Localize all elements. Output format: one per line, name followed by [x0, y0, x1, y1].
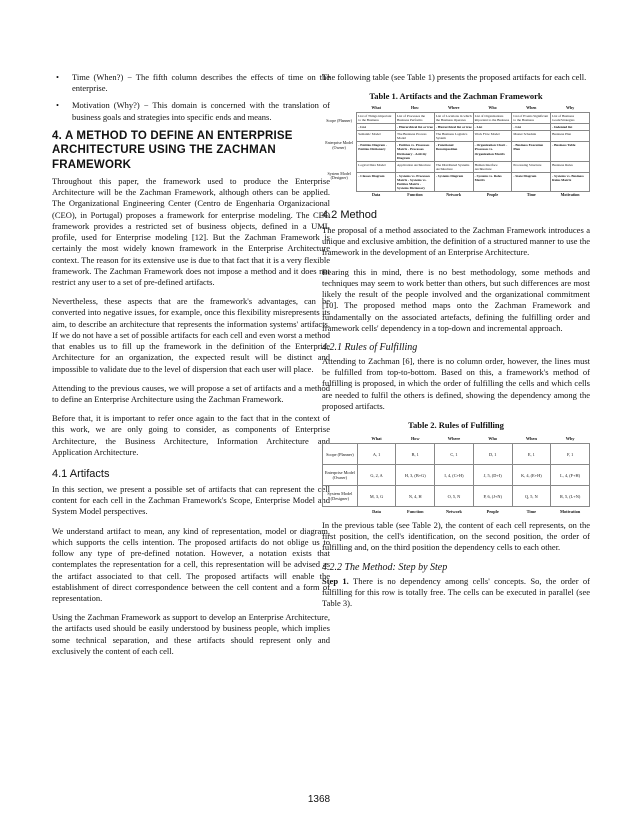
table-1-cell: Business Plan: [551, 131, 590, 142]
step-1-label: Step 1.: [322, 575, 349, 586]
table-2-cell: F, 1: [551, 444, 590, 465]
table-2: [322, 434, 590, 516]
table-1-row-label: Scope (Planner): [326, 118, 352, 124]
table-2-cell: D, 1: [473, 444, 512, 465]
table-2-footer: People: [486, 509, 499, 515]
table-1-cell: - Hierarchical list or tree: [435, 125, 472, 130]
table-2-cell: B, 1: [396, 444, 435, 465]
left-column: [52, 72, 330, 665]
table-2-column-header: Why: [565, 436, 575, 442]
table-1-footer: Motivation: [560, 192, 580, 198]
table-1-cell: - Organization Chart - Processes vs. Organization Matrix: [473, 142, 512, 161]
table-1-column-header: Who: [488, 105, 497, 111]
table-1-column-header: Where: [447, 105, 460, 111]
table-2-cell: G, 2, A: [357, 465, 396, 486]
bullet-time: • Time (When?) − The fifth column describes the effects of time on the enterprise.: [52, 72, 330, 94]
table-1-cell: The Business Logistics System: [434, 131, 473, 142]
paragraph: In the previous table (see Table 2), the content of each cell represents, on the first position, the cell's identification, on the second position, the order of fulfilling and, on the third position the dependency cells to each other.: [322, 520, 590, 553]
table-1-cell: The Distributed Systems Architecture: [434, 161, 473, 172]
table-2-corner: [323, 507, 358, 517]
table-1-cell: - Systems vs. Roles Matrix: [473, 172, 512, 191]
table-1: [322, 105, 590, 199]
paragraph: The following table (see Table 1) presents the proposed artifacts for each cell.: [322, 72, 587, 82]
table-1-row-label: System Model (Designer): [327, 170, 351, 181]
table-2-corner: [323, 434, 358, 444]
table-1-cell: List of Things important to the Business: [357, 113, 396, 124]
table-1-cell: - List: [473, 124, 512, 131]
table-1-cell: - State Diagram: [512, 172, 551, 191]
table-2-footer: Network: [445, 509, 462, 515]
table-2-footer: Motivation: [559, 509, 581, 515]
table-2-cell: L, 4, (F+H): [551, 465, 590, 486]
paragraph: Attending to the previous causes, we will propose a set of artifacts and a method to define an Enterprise Architecture using the Zachman Framework.: [52, 382, 330, 404]
table-2-cell: P, 6, (J+N): [473, 486, 512, 507]
table-2-cell: Q, 5, N: [512, 486, 551, 507]
table-2-column-header: What: [371, 436, 382, 442]
table-1-cell: List of Business Goals/Strategies: [551, 113, 590, 124]
section-4-title: 4. A METHOD TO DEFINE AN ENTERPRISE ARCHITECTURE USING THE ZACHMAN FRAMEWORK: [52, 129, 293, 171]
table-1-cell: - Business Table: [551, 142, 590, 161]
bullet-list: [52, 72, 330, 123]
table-2-row-label: Scope (Planner): [323, 444, 358, 465]
table-2-caption: Table 2. Rules of Fulfilling: [408, 420, 504, 431]
step-1-text: There is no dependency among cells' concepts. So, the order of fulfilling for this row is totally free. The cells can be executed in parallel (see Table 3).: [322, 575, 590, 609]
paragraph: Bearing this in mind, there is no best methodology, some methods and techniques may seem to work better than others, but such differences are most likely the result of the people involved and the organizational commitment [10]. The proposed method maps onto the Zachman Framework and fundamentally on the associated artefacts, defining the fulfilling order and framework cells' dependency in a top-down and incremental approach.: [322, 266, 590, 333]
table-1-cell: List of Events Significant to the Business: [512, 113, 551, 124]
table-2-cell: R, 5, (L+N): [551, 486, 590, 507]
table-2-footer: Time: [526, 509, 537, 515]
table-1-cell: - Indented list: [551, 124, 590, 131]
table-1-cell: List of Processes the Business Performs: [396, 113, 435, 124]
bullet-motivation: • Motivation (Why?) − This domain is concerned with the translation of business goals and strategies into specific ends and means.: [52, 100, 330, 122]
table-1-cell: Business Rules: [551, 161, 590, 172]
table-1-footer: Time: [526, 192, 536, 198]
section-4-1-title: 4.1 Artifacts: [52, 468, 110, 481]
paragraph: Attending to Zachman [6], there is no column order, however, the lines must be fulfilled from top-to-bottom. Based on this, a framework's method of fulfilling is proposed, in which the order of fulfilling the cells and which cells are needed to fulfil the others is defined, showing the dependency among the proposed artifacts.: [322, 355, 590, 411]
table-1-cell: - Classes Diagram: [357, 172, 396, 191]
table-1-footer: Function: [407, 192, 423, 198]
table-1-column-header: How: [410, 105, 419, 111]
section-4-2-2-title: 4.2.2 The Method: Step by Step: [322, 561, 448, 573]
table-2-column-header: Where: [447, 436, 461, 442]
table-1-cell: List of Organizations important to the Business: [473, 113, 512, 124]
table-1-cell: Master Schedule: [512, 131, 551, 142]
right-column: [322, 72, 590, 617]
table-1-cell: - Entities vs. Processes Matrix - Processes Dictionary - Activity Diagram: [396, 142, 435, 161]
paragraph: Nevertheless, these aspects that are the framework's advantages, can be converted into negative issues, for example, once this flexibility misrepresents its aim, to describe an architecture that represents the information systems' artifacts. If we do not have a set of possible artifacts for each cell and even worst a method that enables us to fill up the framework in the definition of the Enterprise Architecture for an organization, the expected result will be distinct and impossible to validate due to the level of dispersion that each user will place.: [52, 296, 330, 374]
table-2-cell: I, 4, (C+H): [435, 465, 474, 486]
table-2-column-header: How: [410, 436, 420, 442]
table-1-cell: Human Interface Architecture: [473, 161, 512, 172]
table-2-footer: Function: [407, 509, 424, 515]
table-1-footer: Data: [372, 192, 381, 198]
table-1-corner: [322, 105, 357, 112]
table-1-cell: - Systems vs. Processes Matrix - Systems vs. Entities Matrix - Systems Dictionary: [396, 172, 435, 191]
table-1-footer: Network: [446, 192, 462, 198]
table-1-cell: The Business Process Model: [396, 131, 435, 142]
table-2-footer: Data: [372, 509, 381, 515]
paragraph: The proposal of a method associated to the Zachman Framework introduces a unique and exclusive ambition, the definition of a structured manner to use the framework in the development of an Enterprise Architecture.: [322, 224, 590, 258]
table-2-row-label: Enterprise Model (Owner): [323, 465, 358, 486]
table-1-footer: People: [486, 192, 499, 198]
table-1-row-label: Enterprise Model (Owner): [325, 140, 354, 150]
table-2-cell: E, 1: [512, 444, 551, 465]
table-2-cell: J, 5, (D+I): [473, 465, 512, 486]
paragraph: We understand artifact to mean, any kind of representation, model or diagram, which supports the cells intention. The proposed artifacts do not oblige us to follow any type of pre-defined notation. However, a notation exists that contemplates the representation for a cell, this representation will be advised as the artifact associated to that cell. The proposed artifacts will enable the establishment of direct correspondence between the cell content and a form of representation.: [52, 525, 330, 603]
table-1-cell: - Functional Decomposition: [434, 142, 473, 161]
section-4-2-title: 4.2 Method: [322, 208, 378, 221]
table-1-cell: - List: [512, 124, 551, 131]
table-2-row-label: System Model (Designer): [323, 486, 358, 507]
table-1-column-header: What: [371, 105, 381, 111]
table-2-cell: H, 3, (B+G): [396, 465, 435, 486]
table-2-cell: N, 4, H: [396, 486, 435, 507]
paragraph: Before that, it is important to refer once again to the fact that in the context of this work, we are only going to consider, as components of Enterprise Architecture, the Business Architecture, Information Architecture and Application Architecture.: [52, 413, 330, 457]
table-1-column-header: When: [526, 105, 537, 111]
paragraph: [322, 576, 590, 610]
paragraph: Throughout this paper, the framework used to produce the Enterprise Architecture will be the Zachman Framework, although others can be applied. The Organizational Engineering Center (Centro de Engenharia Organizacional (CEO), in Portugal) proposes a framework for enterprise modeling. The CEO framework provides a restricted set of business objects, defined in a UML profile, used for Enterprise modeling [12]. But the Zachman Framework is certainly the most widely known framework in the Enterprise Architecture context. The reason for its extensive use is due to that fact that it is a very flexible framework. The Zachman Framework does not impose a method and it does not restrict any user to a set of pre-defined artifacts.: [52, 176, 330, 287]
table-1-caption: Table 1. Artifacts and the Zachman Framework: [369, 91, 543, 102]
table-1-cell: - Business Execution Plan: [512, 142, 551, 161]
table-1-cell: Processing Structure: [512, 161, 551, 172]
table-1-cell: - Systems vs. Business Rules Matrix: [551, 172, 590, 191]
table-1-cell: Application Architecture: [396, 161, 435, 172]
table-1-cell: Logical Data Model: [357, 161, 396, 172]
table-1-cell: - List: [357, 124, 396, 131]
table-2-cell: A, 1: [357, 444, 396, 465]
page-number: 1368: [307, 794, 331, 805]
table-1-cell: Work Flow Model: [473, 131, 512, 142]
section-4-2-1-title: 4.2.1 Rules of Fulfilling: [322, 341, 418, 353]
table-1-corner: [322, 192, 357, 199]
table-1-cell: - Entities Diagram - Entities Dictionary: [357, 142, 396, 161]
paragraph: In this section, we present a possible set of artifacts that can represent the cell content for each cell in the Zachman Framework's Scope, Enterprise Model and System Model perspectives.: [52, 484, 330, 517]
table-1-cell: Semantic Model: [357, 131, 396, 142]
table-2-cell: M, 3, G: [357, 486, 396, 507]
paragraph: Using the Zachman Framework as support to develop an Enterprise Architecture, the artifacts used should be easily understood by business people, which implies some technical separation, and these artifacts should represent only and exclusively the content of each cell.: [52, 612, 330, 656]
table-2-cell: C, 1: [435, 444, 474, 465]
table-2-cell: O, 5, N: [435, 486, 474, 507]
table-1-column-header: Why: [565, 105, 575, 111]
table-2-column-header: When: [525, 436, 537, 442]
table-2-column-header: Who: [488, 436, 498, 442]
table-1-cell: - Hierarchical list or tree: [397, 125, 433, 130]
table-1-cell: List of Locations in which the Business Operates: [435, 114, 472, 123]
table-1-cell: - Systems Diagram: [434, 172, 473, 191]
table-2-cell: K, 4, (E+H): [512, 465, 551, 486]
